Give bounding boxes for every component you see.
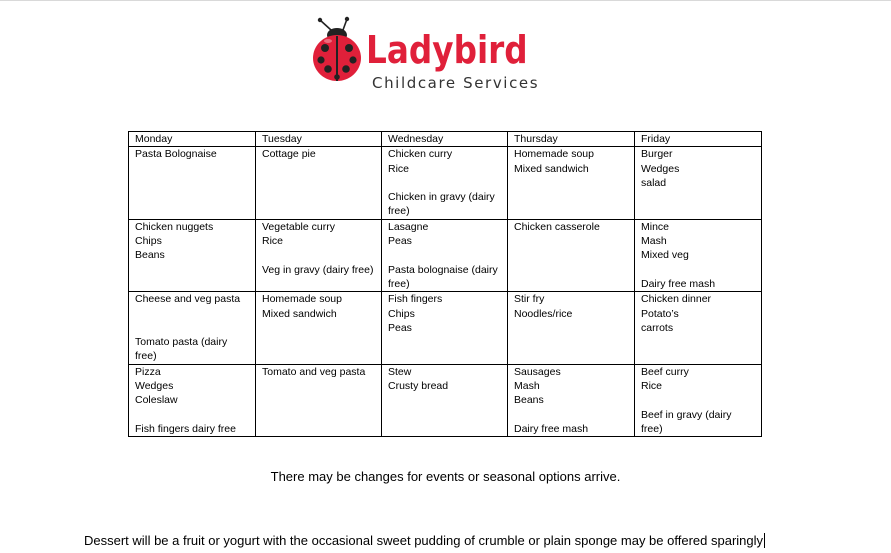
menu-item: Crusty bread <box>388 380 449 393</box>
menu-item: Mash <box>514 380 540 393</box>
menu-item: Burger <box>641 148 673 161</box>
menu-item <box>514 408 628 422</box>
menu-cell <box>508 292 635 364</box>
table-row <box>129 147 762 219</box>
menu-item: Mash <box>641 235 667 248</box>
day-header-tuesday: Tuesday <box>256 132 382 147</box>
menu-cell <box>508 219 635 291</box>
menu-item: Dairy free mash <box>641 277 716 290</box>
menu-item: Chicken nuggets <box>135 220 214 233</box>
menu-item: Chips <box>135 235 162 248</box>
menu-item: Peas <box>388 235 412 248</box>
menu-item: Mixed veg <box>641 249 689 262</box>
menu-item: Lasagne <box>388 220 429 233</box>
menu-item: carrots <box>641 321 674 334</box>
menu-item: Peas <box>388 321 412 334</box>
menu-cell <box>256 364 382 436</box>
menu-cell <box>129 219 256 291</box>
menu-cell <box>382 219 508 291</box>
day-header-thursday: Thursday <box>508 132 635 147</box>
menu-item <box>388 176 501 190</box>
menu-item <box>135 307 249 321</box>
menu-item: Wedges <box>135 380 174 393</box>
menu-item: Stir fry <box>514 293 545 306</box>
menu-item: Rice <box>388 162 410 175</box>
menu-item: Cheese and veg pasta <box>135 293 241 306</box>
menu-item: Noodles/rice <box>514 307 573 320</box>
menu-item: salad <box>641 176 667 189</box>
menu-item: Fish fingers dairy free <box>135 422 236 435</box>
table-row <box>129 292 762 364</box>
menu-item: Coleslaw <box>135 394 178 407</box>
menu-item: Chicken curry <box>388 148 453 161</box>
menu-cell <box>129 147 256 219</box>
menu-item: Fish fingers <box>388 293 443 306</box>
menu-item <box>388 248 501 262</box>
menu-item: Pasta bolognaise (dairy free) <box>388 263 501 290</box>
dessert-note-text: Dessert will be a fruit or yogurt with the occasional sweet pudding of crumble or plain sponge may be offered sparingly <box>84 533 764 548</box>
menu-cell <box>382 364 508 436</box>
ladybird-logo <box>311 16 551 96</box>
menu-cell <box>382 292 508 364</box>
menu-item: Pasta Bolognaise <box>135 148 217 161</box>
menu-item: Homemade soup <box>514 148 594 161</box>
table-header-row <box>129 132 762 147</box>
menu-item: Beef curry <box>641 365 689 378</box>
weekly-menu-table <box>128 131 762 437</box>
day-header-friday: Friday <box>635 132 762 147</box>
menu-item: Rice <box>262 235 284 248</box>
menu-item: Sausages <box>514 365 561 378</box>
menu-cell <box>382 147 508 219</box>
ladybird-icon <box>311 16 367 86</box>
menu-cell <box>256 219 382 291</box>
changes-note: There may be changes for events or seasonal options arrive. <box>270 469 621 484</box>
menu-cell <box>129 292 256 364</box>
menu-cell <box>635 292 762 364</box>
brand-name: Ladybird <box>366 28 528 72</box>
menu-cell <box>129 364 256 436</box>
menu-item: Pizza <box>135 365 161 378</box>
menu-item: Chicken casserole <box>514 220 600 233</box>
menu-item: Cottage pie <box>262 148 316 161</box>
menu-item: Beans <box>514 394 544 407</box>
menu-item <box>262 248 375 262</box>
menu-item: Potato’s <box>641 307 679 320</box>
day-header-monday: Monday <box>129 132 256 147</box>
menu-cell <box>635 147 762 219</box>
menu-cell <box>635 219 762 291</box>
menu-item: Chicken dinner <box>641 293 712 306</box>
menu-item: Veg in gravy (dairy free) <box>262 263 374 276</box>
menu-item: Tomato and veg pasta <box>262 365 366 378</box>
menu-item <box>135 321 249 335</box>
menu-item <box>135 408 249 422</box>
menu-item: Mixed sandwich <box>262 307 337 320</box>
menu-item: Beans <box>135 249 165 262</box>
menu-item: Chicken in gravy (dairy free) <box>388 191 498 218</box>
menu-cell <box>508 147 635 219</box>
table-row <box>129 364 762 436</box>
brand-subtitle: Childcare Services <box>372 74 540 92</box>
menu-item: Tomato pasta (dairy free) <box>135 336 231 363</box>
menu-item: Dairy free mash <box>514 422 589 435</box>
menu-item: Mince <box>641 220 670 233</box>
menu-item: Rice <box>641 380 663 393</box>
table-row <box>129 219 762 291</box>
dessert-note[interactable] <box>84 533 765 548</box>
menu-item: Chips <box>388 307 415 320</box>
menu-item: Homemade soup <box>262 293 342 306</box>
day-header-wednesday: Wednesday <box>382 132 508 147</box>
menu-cell <box>635 364 762 436</box>
menu-cell <box>256 292 382 364</box>
menu-cell <box>508 364 635 436</box>
menu-item: Beef in gravy (dairy free) <box>641 408 735 435</box>
menu-item <box>641 263 755 277</box>
menu-item: Mixed sandwich <box>514 162 589 175</box>
menu-cell <box>256 147 382 219</box>
menu-item: Stew <box>388 365 412 378</box>
menu-item <box>641 393 755 407</box>
menu-item: Vegetable curry <box>262 220 335 233</box>
menu-item: Wedges <box>641 162 680 175</box>
page-top-border <box>0 0 891 1</box>
text-cursor <box>764 533 765 548</box>
